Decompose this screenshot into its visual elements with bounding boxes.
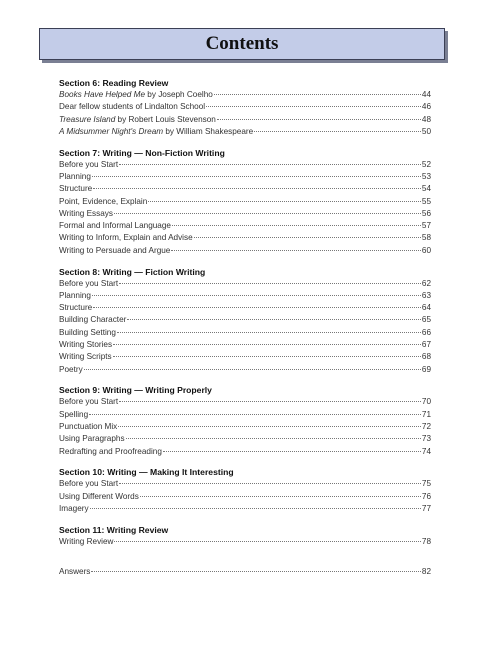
toc-entry	[59, 126, 431, 138]
toc-entry-title-pre: Punctuation Mix	[59, 422, 118, 432]
toc-page-number: 77	[421, 504, 431, 514]
toc-entry-title	[59, 101, 205, 113]
toc-entry-title	[59, 566, 90, 578]
section-title: Section 11: Writing Review	[59, 524, 169, 535]
toc-page-number: 53	[421, 171, 431, 181]
page-title: Contents	[205, 33, 279, 54]
toc-entry-title-pre: Redrafting and Proofreading	[59, 446, 162, 456]
toc-entry	[59, 478, 431, 490]
toc-entry-title	[59, 208, 113, 220]
dot-leader	[119, 283, 421, 284]
toc-entry-title-pre: Before you Start	[59, 479, 119, 489]
toc-page-number: 74	[421, 446, 431, 456]
toc-entry	[59, 208, 431, 220]
toc-entry	[59, 364, 431, 376]
toc-entry-title	[59, 364, 83, 376]
toc-page-number: 82	[421, 567, 431, 577]
toc-entry-title-pre: Before you Start	[59, 397, 119, 407]
dot-leader	[126, 438, 421, 439]
toc-page-number: 71	[421, 409, 431, 419]
toc-entry-title	[59, 396, 118, 408]
toc-entry-title-pre: Building Setting	[59, 327, 116, 337]
dot-leader	[214, 94, 421, 95]
toc-entry	[59, 503, 431, 515]
toc-entry	[59, 220, 431, 232]
toc-entry-title-pre: Writing Review	[59, 536, 114, 546]
dot-leader	[206, 106, 421, 107]
dot-leader	[119, 401, 421, 402]
dot-leader	[140, 496, 421, 497]
toc-entry	[59, 101, 431, 113]
toc-entry-title-pre: Formal and Informal Language	[59, 221, 171, 231]
toc-entry-title	[59, 220, 171, 232]
dot-leader	[90, 508, 421, 509]
toc-entry	[59, 566, 431, 578]
dot-leader	[84, 369, 421, 370]
toc-page-number: 55	[421, 196, 431, 206]
toc-page-number: 56	[421, 208, 431, 218]
toc-entry-title	[59, 196, 147, 208]
toc-entry-title	[59, 114, 216, 126]
toc-entry-title-pre: Point, Evidence, Explain	[59, 196, 148, 206]
toc-entry-title	[59, 491, 139, 503]
toc-page-number: 62	[421, 278, 431, 288]
toc-entry-title	[59, 232, 193, 244]
toc-entry-title-pre: Answers	[59, 567, 91, 577]
toc-entry-title-pre: Poetry	[59, 364, 83, 374]
toc-entry-title	[59, 290, 91, 302]
toc-entry-title	[59, 339, 112, 351]
dot-leader	[194, 237, 421, 238]
toc-entry	[59, 245, 431, 257]
toc-entry-title	[59, 171, 91, 183]
toc-page-number: 48	[421, 114, 431, 124]
toc-entry-title-pre: Using Different Words	[59, 491, 139, 501]
dot-leader	[127, 319, 421, 320]
toc-entry-title-pre: Before you Start	[59, 159, 119, 169]
dot-leader	[113, 344, 421, 345]
dot-leader	[89, 414, 421, 415]
toc-page-number: 44	[421, 90, 431, 99]
toc-entry	[59, 159, 431, 171]
toc-entry-title	[59, 159, 118, 171]
dot-leader	[172, 225, 421, 226]
toc-entry-title-pre: Writing to Inform, Explain and Advise	[59, 233, 193, 243]
dot-leader	[92, 176, 421, 177]
toc-entry-title-pre: Imagery	[59, 504, 89, 514]
toc-entry-title	[59, 446, 162, 458]
dot-leader	[119, 164, 421, 165]
toc-entry	[59, 171, 431, 183]
section-title: Section 9: Writing — Writing Properly	[59, 385, 212, 396]
dot-leader	[114, 213, 421, 214]
toc-entry	[59, 421, 431, 433]
toc-entry-title	[59, 409, 88, 421]
dot-leader	[93, 188, 421, 189]
toc-entry-title-em: Books Have Helped Me	[59, 90, 146, 99]
toc-page-number: 63	[421, 290, 431, 300]
toc-entry	[59, 536, 431, 548]
toc-entry	[59, 327, 431, 339]
toc-entry-title	[59, 478, 118, 490]
toc-entry-title-pre: Structure	[59, 184, 93, 194]
section-title: Section 10: Writing — Making It Interesting	[59, 467, 234, 478]
toc-entry-title-pre: Writing to Persuade and Argue	[59, 245, 171, 255]
toc-section	[59, 147, 431, 257]
toc-entry-title	[59, 245, 170, 257]
toc-section	[59, 466, 431, 515]
toc-entry-title	[59, 302, 92, 314]
section-title: Section 8: Writing — Fiction Writing	[59, 266, 206, 277]
toc-entry-title	[59, 536, 113, 548]
toc-page-number: 52	[421, 159, 431, 169]
toc-entry	[59, 433, 431, 445]
toc-section	[59, 384, 431, 457]
toc-entry-title-pre: Dear fellow students of Lindalton School	[59, 102, 206, 112]
toc-entry-title	[59, 503, 89, 515]
toc-page-number: 72	[421, 422, 431, 432]
toc-entry-title-pre: Planning	[59, 290, 91, 300]
toc-entry	[59, 290, 431, 302]
toc-section	[59, 77, 431, 138]
toc-entry-title-pre: Writing Stories	[59, 340, 113, 350]
toc-entry-title	[59, 351, 112, 363]
toc-entry-title	[59, 433, 125, 445]
toc-entry-title	[59, 327, 116, 339]
toc-entry-title-em: A Midsummer Night's Dream	[59, 126, 164, 136]
toc-section	[59, 524, 431, 548]
toc-page-number: 70	[421, 397, 431, 407]
toc-page-number: 75	[421, 479, 431, 489]
dot-leader	[163, 451, 421, 452]
dot-leader	[118, 426, 421, 427]
toc-page-number: 50	[421, 126, 431, 136]
toc-entry-title-pre: Planning	[59, 171, 91, 181]
toc-entry-title-pre: Writing Scripts	[59, 352, 112, 362]
toc-entry	[59, 446, 431, 458]
dot-leader	[171, 250, 421, 251]
toc-entry-title-pre: Writing Essays	[59, 208, 113, 218]
dot-leader	[92, 295, 421, 296]
toc-page-number: 58	[421, 233, 431, 243]
dot-leader	[113, 356, 421, 357]
toc-entry	[59, 114, 431, 126]
toc-entry	[59, 491, 431, 503]
section-title: Section 6: Reading Review	[59, 78, 169, 88]
dot-leader	[117, 332, 421, 333]
toc-page-number: 57	[421, 221, 431, 231]
toc-entry-title-em: Treasure Island	[59, 114, 116, 124]
toc-entry	[59, 232, 431, 244]
dot-leader	[148, 201, 421, 202]
toc-entry	[59, 339, 431, 351]
toc-entry-title-pre: Structure	[59, 303, 93, 313]
toc-entry	[59, 302, 431, 314]
dot-leader	[91, 571, 420, 572]
toc-entry	[59, 409, 431, 421]
toc-page-number: 65	[421, 315, 431, 325]
toc-page-number: 54	[421, 184, 431, 194]
toc-page-number: 68	[421, 352, 431, 362]
toc-entry-title-post: by Joseph Coelho	[145, 90, 213, 99]
toc-entry	[59, 183, 431, 195]
toc-entry-title	[59, 126, 253, 138]
toc-page-number: 60	[421, 245, 431, 255]
toc-entry	[59, 314, 431, 326]
toc-page-number: 64	[421, 303, 431, 313]
dot-leader	[217, 119, 421, 120]
dot-leader	[93, 307, 421, 308]
dot-leader	[119, 483, 421, 484]
toc-entry-title-pre: Before you Start	[59, 278, 119, 288]
dot-leader	[254, 131, 421, 132]
toc-entry-title-post: by Robert Louis Stevenson	[115, 114, 216, 124]
toc-entry-title	[59, 278, 118, 290]
toc-entry	[59, 196, 431, 208]
toc-page-number: 76	[421, 491, 431, 501]
toc-page-number: 73	[421, 434, 431, 444]
toc-entry-title-post: by William Shakespeare	[163, 126, 254, 136]
contents-banner	[39, 28, 445, 60]
toc-entry-title	[59, 421, 117, 433]
section-title: Section 7: Writing — Non-Fiction Writing	[59, 147, 225, 158]
toc-entry-title	[59, 314, 126, 326]
table-of-contents	[59, 77, 431, 578]
toc-page-number: 78	[421, 536, 431, 546]
toc-page-number: 69	[421, 364, 431, 374]
toc-entry-title-pre: Using Paragraphs	[59, 434, 125, 444]
toc-section	[59, 266, 431, 376]
answers-section	[59, 566, 431, 578]
toc-page-number: 66	[421, 327, 431, 337]
toc-entry-title	[59, 183, 92, 195]
toc-entry	[59, 278, 431, 290]
toc-page-number: 67	[421, 340, 431, 350]
toc-entry-title-pre: Building Character	[59, 315, 127, 325]
toc-entry	[59, 351, 431, 363]
toc-entry-title-pre: Spelling	[59, 409, 89, 419]
toc-entry-title	[59, 89, 213, 101]
toc-entry	[59, 89, 431, 101]
toc-entry	[59, 396, 431, 408]
toc-page-number: 46	[421, 102, 431, 112]
dot-leader	[114, 541, 420, 542]
